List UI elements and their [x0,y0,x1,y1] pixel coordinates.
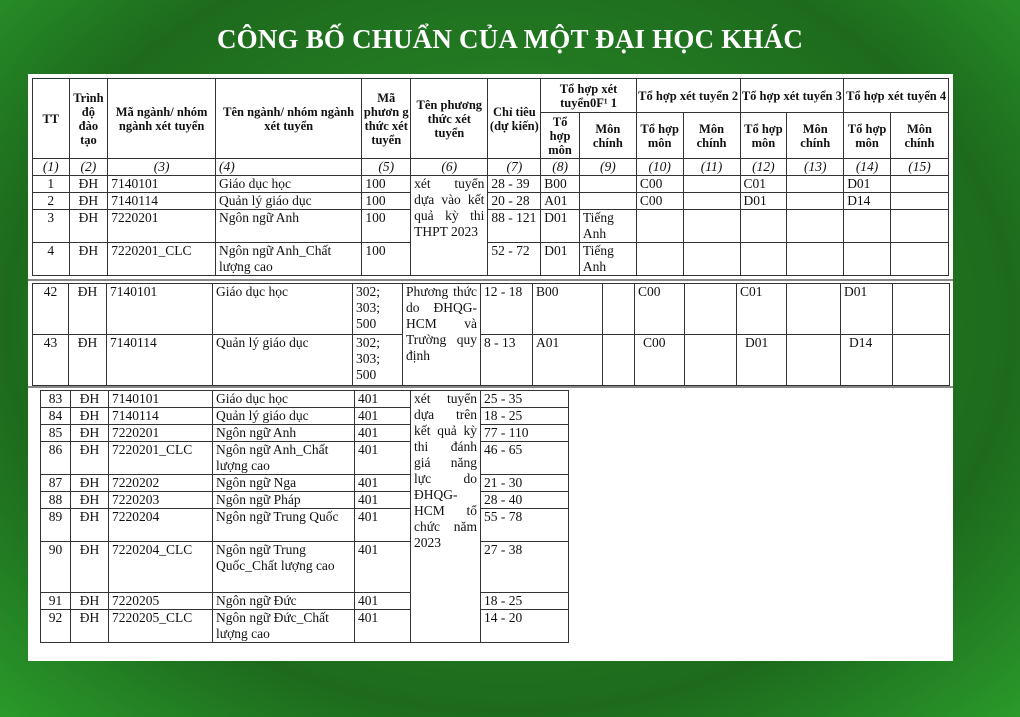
cell-tohop-1: B00 [533,284,603,335]
header-mon-chinh: Môn chính [787,113,844,159]
cell-chi-tieu: 27 - 38 [481,542,569,593]
cell-ten-nganh: Quản lý giáo dục [213,335,353,386]
col-number: (2) [69,159,108,176]
cell-ten-phuong-thuc: Phương thức do ĐHQG-HCM và Trường quy định [403,284,481,386]
cell-tt: 86 [41,442,71,475]
cell-ma-nganh: 7140101 [107,284,213,335]
cell-chi-tieu: 12 - 18 [481,284,533,335]
cell-chi-tieu: 88 - 121 [488,210,541,243]
cell-ma-nganh: 7140114 [108,193,216,210]
header-tohop-4: Tổ hợp xét tuyển 4 [844,79,949,113]
cell-ten-nganh: Ngôn ngữ Trung Quốc_Chất lượng cao [213,542,355,593]
cell-chi-tieu: 28 - 40 [481,492,569,509]
cell-ten-nganh: Ngôn ngữ Anh_Chất lượng cao [213,442,355,475]
cell-mon-chinh-4 [890,243,948,276]
header-to-hop-mon: Tổ hợp môn [541,113,580,159]
cell-tohop-3 [740,243,787,276]
col-number: (7) [488,159,541,176]
cell-mon-chinh-4 [890,210,948,243]
cell-mon-chinh-2 [685,335,737,386]
cell-tohop-2 [636,243,683,276]
cell-mon-chinh-1: Tiếng Anh [579,210,636,243]
cell-mon-chinh-2 [683,176,740,193]
col-number: (1) [33,159,70,176]
cell-trinh-do: ĐH [71,408,109,425]
cell-mon-chinh-4 [893,284,950,335]
col-number: (3) [108,159,216,176]
cell-ma-nganh: 7140101 [108,176,216,193]
cell-tohop-2: C00 [636,176,683,193]
cell-ma-phuong-thuc: 401 [355,391,411,408]
cell-tohop-4: D01 [844,176,891,193]
cell-ten-nganh: Giáo dục học [215,176,361,193]
col-number: (9) [579,159,636,176]
cell-ten-nganh: Ngôn ngữ Anh_Chất lượng cao [215,243,361,276]
cell-ma-phuong-thuc: 401 [355,475,411,492]
cell-trinh-do: ĐH [69,284,107,335]
cell-ten-nganh: Ngôn ngữ Nga [213,475,355,492]
cell-chi-tieu: 46 - 65 [481,442,569,475]
cell-ma-nganh: 7220204_CLC [109,542,213,593]
col-number: (14) [844,159,891,176]
cell-mon-chinh-1: Tiếng Anh [579,243,636,276]
cell-trinh-do: ĐH [71,442,109,475]
cell-ma-nganh: 7220204 [109,509,213,542]
section-divider [28,386,953,388]
cell-mon-chinh-3 [787,243,844,276]
header-chi-tieu: Chỉ tiêu (dự kiến) [488,79,541,159]
header-mon-chinh: Môn chính [579,113,636,159]
cell-tt: 84 [41,408,71,425]
header-ma-nganh: Mã ngành/ nhóm ngành xét tuyển [108,79,216,159]
cell-chi-tieu: 8 - 13 [481,335,533,386]
header-tt: TT [33,79,70,159]
cell-tohop-4: D14 [841,335,893,386]
cell-trinh-do: ĐH [71,475,109,492]
cell-ten-nganh: Ngôn ngữ Đức_Chất lượng cao [213,610,355,643]
cell-chi-tieu: 77 - 110 [481,425,569,442]
cell-tohop-2 [636,210,683,243]
cell-ma-phuong-thuc: 401 [355,509,411,542]
cell-tt: 3 [33,210,70,243]
header-mon-chinh: Môn chính [890,113,948,159]
cell-ma-nganh: 7140114 [109,408,213,425]
cell-tt: 89 [41,509,71,542]
table-row [33,335,950,386]
cell-tt: 83 [41,391,71,408]
cell-tohop-3: C01 [737,284,787,335]
cell-trinh-do: ĐH [71,610,109,643]
cell-ten-nganh: Ngôn ngữ Đức [213,593,355,610]
col-number: (10) [636,159,683,176]
cell-tt: 4 [33,243,70,276]
col-number: (6) [411,159,488,176]
section-divider [28,279,953,281]
cell-tt: 90 [41,542,71,593]
cell-trinh-do: ĐH [69,335,107,386]
cell-mon-chinh-3 [787,284,841,335]
header-tohop-3: Tổ hợp xét tuyển 3 [740,79,844,113]
cell-ten-nganh: Ngôn ngữ Pháp [213,492,355,509]
header-ten-phuong-thuc: Tên phương thức xét tuyển [411,79,488,159]
header-to-hop-mon: Tổ hợp môn [844,113,891,159]
cell-tt: 91 [41,593,71,610]
cell-mon-chinh-2 [685,284,737,335]
cell-ten-nganh: Quản lý giáo dục [215,193,361,210]
cell-chi-tieu: 25 - 35 [481,391,569,408]
cell-tohop-1: A01 [533,335,603,386]
col-number: (5) [362,159,411,176]
cell-trinh-do: ĐH [69,176,108,193]
cell-mon-chinh-3 [787,335,841,386]
cell-ma-phuong-thuc: 401 [355,408,411,425]
cell-ma-phuong-thuc: 401 [355,542,411,593]
cell-mon-chinh-3 [787,193,844,210]
table-row [33,176,949,193]
header-tohop-2: Tổ hợp xét tuyển 2 [636,79,740,113]
cell-ma-nganh: 7220205_CLC [109,610,213,643]
document-image [28,74,953,661]
cell-ma-nganh: 7140114 [107,335,213,386]
blank-area [569,391,943,643]
cell-mon-chinh-3 [787,210,844,243]
cell-mon-chinh-4 [890,176,948,193]
cell-tt: 92 [41,610,71,643]
cell-ma-phuong-thuc: 401 [355,425,411,442]
cell-tohop-3: C01 [740,176,787,193]
cell-chi-tieu: 18 - 25 [481,593,569,610]
header-to-hop-mon: Tổ hợp môn [636,113,683,159]
cell-mon-chinh-4 [893,335,950,386]
cell-tt: 42 [33,284,69,335]
cell-ma-nganh: 7220201_CLC [109,442,213,475]
cell-ma-nganh: 7220201 [109,425,213,442]
col-number: (11) [683,159,740,176]
cell-ma-nganh: 7140101 [109,391,213,408]
cell-ten-nganh: Giáo dục học [213,284,353,335]
cell-ten-nganh: Giáo dục học [213,391,355,408]
cell-trinh-do: ĐH [69,193,108,210]
cell-mon-chinh-1 [603,284,635,335]
cell-chi-tieu: 18 - 25 [481,408,569,425]
cell-mon-chinh-2 [683,193,740,210]
cell-ma-phuong-thuc: 401 [355,492,411,509]
page-title: CÔNG BỐ CHUẨN CỦA MỘT ĐẠI HỌC KHÁC [216,24,804,54]
cell-tohop-1: A01 [541,193,580,210]
cell-ma-phuong-thuc: 401 [355,610,411,643]
cell-tohop-4: D01 [841,284,893,335]
col-number: (13) [787,159,844,176]
cell-tt: 88 [41,492,71,509]
cell-tohop-4 [844,243,891,276]
header-tohop-1: Tổ hợp xét tuyển0F¹ 1 [541,79,637,113]
cell-tt: 1 [33,176,70,193]
cell-tt: 43 [33,335,69,386]
cell-ma-phuong-thuc: 302; 303; 500 [353,284,403,335]
cell-mon-chinh-2 [683,210,740,243]
cell-tt: 87 [41,475,71,492]
col-number: (4) [215,159,361,176]
cell-mon-chinh-2 [683,243,740,276]
cell-trinh-do: ĐH [71,542,109,593]
cell-ma-nganh: 7220203 [109,492,213,509]
table-row [33,193,949,210]
cell-tohop-4: D14 [844,193,891,210]
cell-chi-tieu: 20 - 28 [488,193,541,210]
cell-ten-phuong-thuc: xét tuyển dựa vào kết quả kỳ thi THPT 2023 [411,176,488,276]
cell-trinh-do: ĐH [71,492,109,509]
cell-chi-tieu: 21 - 30 [481,475,569,492]
cell-mon-chinh-1 [579,193,636,210]
cell-ten-nganh: Ngôn ngữ Anh [213,425,355,442]
cell-ma-phuong-thuc: 100 [362,210,411,243]
cell-tohop-3: D01 [737,335,787,386]
admission-table-section-3 [40,390,943,643]
header-to-hop-mon: Tổ hợp môn [740,113,787,159]
cell-tohop-2: C00 [636,193,683,210]
cell-ma-phuong-thuc: 401 [355,593,411,610]
cell-mon-chinh-3 [787,176,844,193]
cell-trinh-do: ĐH [69,243,108,276]
cell-chi-tieu: 52 - 72 [488,243,541,276]
col-number: (15) [890,159,948,176]
cell-mon-chinh-1 [603,335,635,386]
admission-table-section-1 [32,78,949,276]
cell-trinh-do: ĐH [71,509,109,542]
header-trinh-do: Trình độ đào tạo [69,79,108,159]
cell-ma-phuong-thuc: 100 [362,176,411,193]
cell-tohop-2: C00 [635,335,685,386]
cell-mon-chinh-4 [890,193,948,210]
cell-chi-tieu: 55 - 78 [481,509,569,542]
cell-ma-phuong-thuc: 302; 303; 500 [353,335,403,386]
col-number: (8) [541,159,580,176]
cell-ten-nganh: Ngôn ngữ Anh [215,210,361,243]
cell-tohop-1: D01 [541,243,580,276]
cell-ma-phuong-thuc: 401 [355,442,411,475]
cell-tohop-1: B00 [541,176,580,193]
cell-ma-phuong-thuc: 100 [362,193,411,210]
table-row [33,243,949,276]
cell-trinh-do: ĐH [71,391,109,408]
table-row [33,210,949,243]
cell-trinh-do: ĐH [71,425,109,442]
cell-tohop-3 [740,210,787,243]
cell-tt: 2 [33,193,70,210]
cell-tohop-4 [844,210,891,243]
table-row [33,284,950,335]
admission-table-section-2 [32,283,950,386]
cell-chi-tieu: 28 - 39 [488,176,541,193]
cell-ten-nganh: Quản lý giáo dục [213,408,355,425]
col-number: (12) [740,159,787,176]
cell-trinh-do: ĐH [69,210,108,243]
cell-trinh-do: ĐH [71,593,109,610]
column-number-row [33,159,949,176]
table-row [41,391,943,408]
cell-ma-nganh: 7220202 [109,475,213,492]
cell-ma-phuong-thuc: 100 [362,243,411,276]
cell-mon-chinh-1 [579,176,636,193]
cell-tt: 85 [41,425,71,442]
cell-tohop-1: D01 [541,210,580,243]
cell-ma-nganh: 7220201_CLC [108,243,216,276]
header-ma-phuong-thuc: Mã phươn g thức xét tuyển [362,79,411,159]
header-mon-chinh: Môn chính [683,113,740,159]
cell-ten-nganh: Ngôn ngữ Trung Quốc [213,509,355,542]
header-ten-nganh: Tên ngành/ nhóm ngành xét tuyển [215,79,361,159]
cell-ma-nganh: 7220201 [108,210,216,243]
cell-tohop-3: D01 [740,193,787,210]
cell-chi-tieu: 14 - 20 [481,610,569,643]
cell-tohop-2: C00 [635,284,685,335]
cell-ma-nganh: 7220205 [109,593,213,610]
cell-ten-phuong-thuc: xét tuyển dựa trên kết quả kỳ thi đánh giá năng lực do ĐHQG-HCM tổ chức năm 2023 [411,391,481,643]
